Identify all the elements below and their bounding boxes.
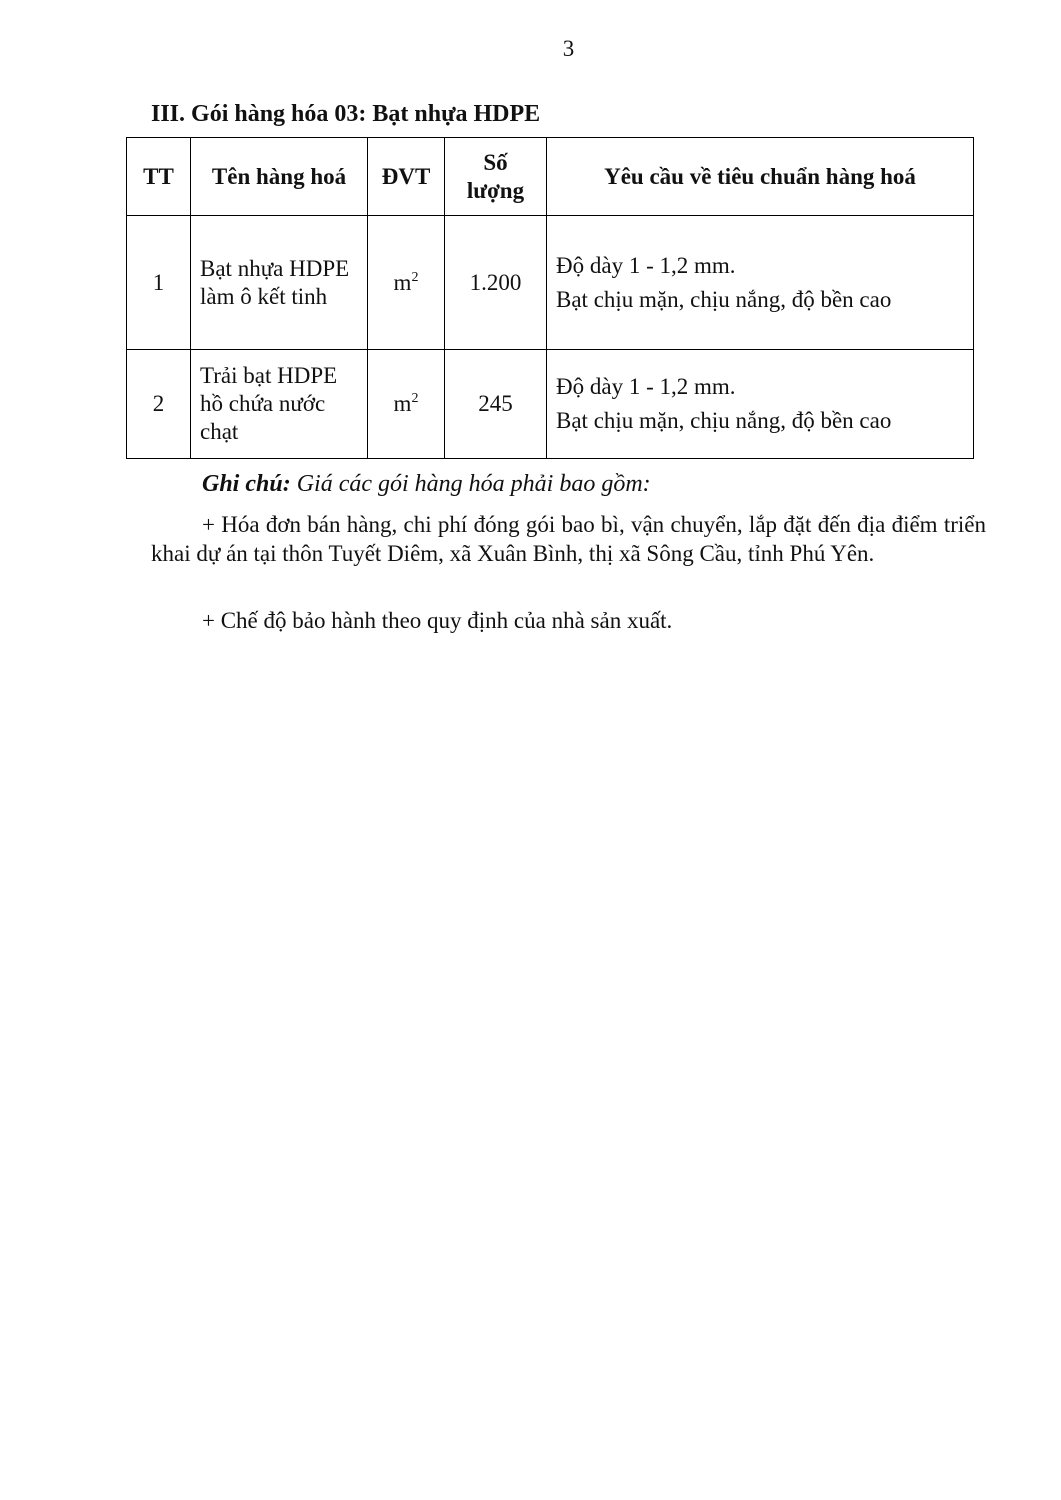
note-title: [202, 471, 651, 498]
section-title: III. Gói hàng hóa 03: Bạt nhựa HDPE: [151, 101, 541, 127]
header-quantity-label: Số lượng: [466, 149, 525, 203]
requirement-line: Bạt chịu mặn, chịu nắng, độ bền cao: [556, 408, 892, 433]
note-text: Giá các gói hàng hóa phải bao gồm:: [290, 471, 651, 497]
header-tt: TT: [127, 138, 191, 216]
unit-base: m: [393, 269, 412, 295]
note-label: Ghi chú:: [202, 471, 291, 497]
cell-quantity: 1.200: [445, 216, 547, 350]
unit-exponent: 2: [411, 391, 419, 406]
cell-tt: 1: [127, 216, 191, 350]
header-name: Tên hàng hoá: [191, 138, 368, 216]
cell-requirements: [547, 350, 974, 459]
unit-base: m: [393, 391, 412, 416]
cell-requirements: [547, 216, 974, 350]
requirement-line: Độ dày 1 - 1,2 mm.: [556, 252, 736, 278]
header-unit: ĐVT: [368, 138, 445, 216]
cell-tt: 2: [127, 350, 191, 459]
unit-exponent: 2: [411, 269, 419, 285]
cell-unit: [368, 216, 445, 350]
header-requirements: Yêu cầu về tiêu chuẩn hàng hoá: [547, 138, 974, 216]
header-quantity: [445, 138, 547, 216]
cell-name: Trải bạt HDPE hồ chứa nước chạt: [191, 350, 368, 459]
note-paragraph-warranty: + Chế độ bảo hành theo quy định của nhà sản xuất.: [202, 608, 673, 633]
cell-unit: [368, 350, 445, 459]
cell-name: Bạt nhựa HDPE làm ô kết tinh: [191, 216, 368, 350]
goods-table: [126, 137, 974, 459]
table-row: [127, 216, 974, 350]
requirement-line: Độ dày 1 - 1,2 mm.: [556, 374, 736, 399]
requirement-line: Bạt chịu mặn, chịu nắng, độ bền cao: [556, 286, 892, 312]
page-number: 3: [562, 36, 575, 61]
table-header-row: [127, 138, 974, 216]
note-paragraph-delivery: + Hóa đơn bán hàng, chi phí đóng gói bao bì, vận chuyển, lắp đặt đến địa điểm triển khai dự án tại thôn Tuyết Diêm, xã Xuân Bình, thị xã Sông Cầu, tỉnh Phú Yên.: [151, 512, 986, 566]
table-row: [127, 350, 974, 459]
cell-quantity: 245: [445, 350, 547, 459]
